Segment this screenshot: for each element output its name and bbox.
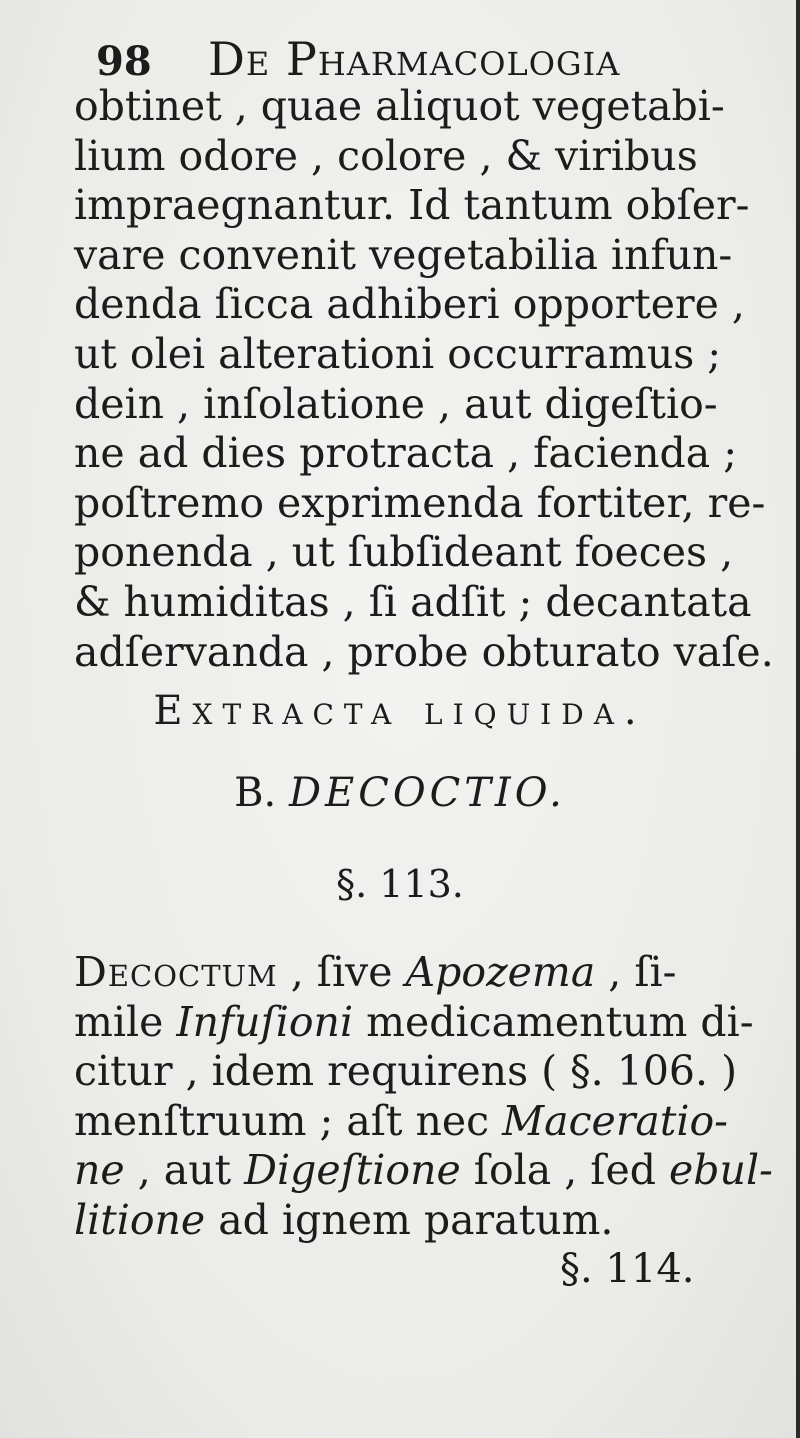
text-line: impraegnantur. Id tantum obſer- [74, 181, 750, 230]
text-span: , ſi- [595, 948, 677, 996]
subheading [0, 770, 800, 816]
running-head-title: De Pharmacologia [208, 32, 621, 86]
text-line [74, 948, 774, 998]
subheading-letter: B. [234, 770, 277, 816]
text-span: mile [74, 997, 177, 1046]
text-line: ne ad dies protracta , facienda ; [74, 429, 738, 478]
italic-term: ebul- [669, 1146, 773, 1195]
text-line: lium odore , colore , & viribus [74, 131, 698, 180]
italic-term: ne [74, 1146, 125, 1195]
text-span: , ſive [277, 948, 406, 996]
paragraph-2 [74, 948, 774, 1246]
text-line [74, 998, 774, 1048]
running-head [40, 8, 640, 86]
italic-term: Infuſioni [176, 997, 354, 1046]
lead-word: Decoctum [74, 948, 278, 996]
section-heading: Extracta liquida. [153, 688, 647, 734]
italic-term: Maceratio- [502, 1096, 728, 1145]
text-line: vare convenit vegetabilia infun- [74, 230, 733, 279]
text-line: citur , idem requirens ( §. 106. ) [74, 1047, 738, 1096]
text-line [74, 1097, 774, 1147]
text-span: ad ignem paratum. [205, 1195, 614, 1244]
italic-term: Apozema [405, 948, 596, 996]
text-line: denda ſicca adhiberi opportere , [74, 280, 745, 329]
text-line: poſtremo exprimenda fortiter, re- [74, 478, 766, 527]
text-line: adſervanda , probe obturato vaſe. [74, 627, 774, 676]
text-line [74, 1196, 774, 1246]
text-line [74, 1146, 774, 1196]
text-line: dein , inſolatione , aut digeſtio- [74, 379, 718, 428]
paragraph-1 [74, 82, 774, 677]
text-span: ſola , ſed [460, 1146, 670, 1195]
italic-term: litione [74, 1195, 206, 1244]
catchword: §. 114. [560, 1246, 695, 1292]
text-line: & humiditas , ſi adſit ; decantata [74, 577, 752, 626]
text-line: ut olei alterationi occurramus ; [74, 329, 722, 378]
text-line: ponenda , ut ſubſideant foeces , [74, 528, 734, 577]
italic-term: Digeſtione [244, 1146, 461, 1195]
text-span: , aut [124, 1146, 245, 1195]
subheading-word: DECOCTIO. [288, 770, 566, 816]
text-line: obtinet , quae aliquot vegetabi- [74, 82, 725, 130]
text-span: menſtruum ; aſt nec [74, 1096, 503, 1145]
section-number: §. 113. [336, 862, 464, 906]
text-span: medicamentum di- [353, 997, 754, 1046]
page-number: 98 [96, 38, 152, 85]
